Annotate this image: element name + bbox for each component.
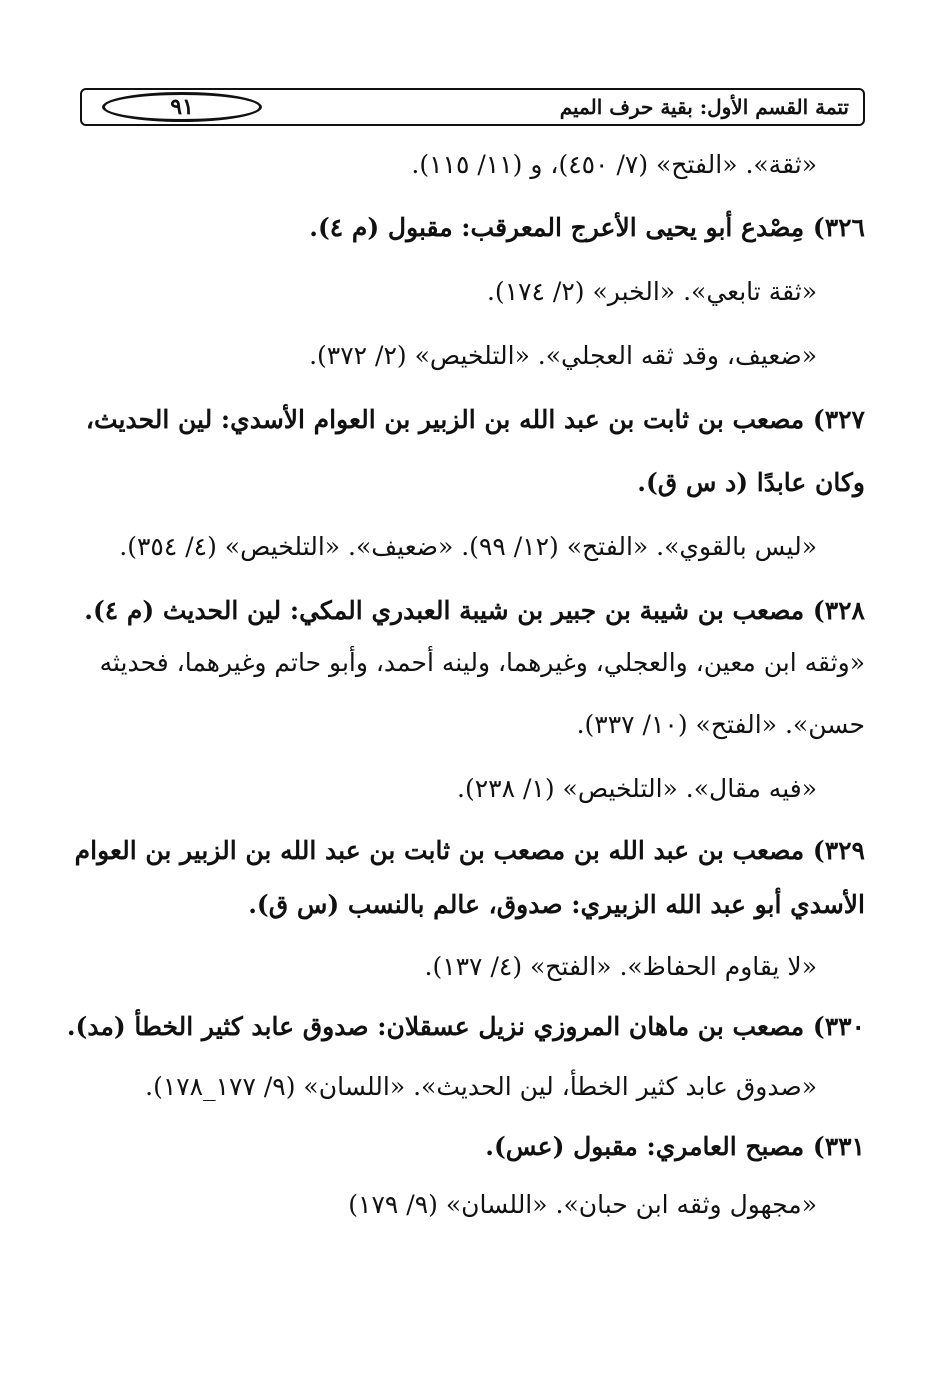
- text-line: «وثقه ابن معين، والعجلي، وغيرهما، ولينه أحمد، وأبو حاتم وغيرهما، فحديثه: [99, 648, 865, 677]
- entry-line: ٣٢٨) مصعب بن شيبة بن جبير بن شيبة العبدري المكي: لين الحديث (م ٤).: [84, 596, 865, 625]
- page-number: ٩١: [102, 92, 262, 122]
- text-line: حسن». «الفتح» (١٠/ ٣٣٧).: [576, 710, 865, 739]
- text-line: «لا يقاوم الحفاظ». «الفتح» (٤/ ١٣٧).: [424, 952, 817, 981]
- entry-line: ٣٢٦) مِصْدع أبو يحيى الأعرج المعرقب: مقبول (م ٤).: [309, 213, 865, 242]
- page-header: [80, 88, 865, 126]
- entry-line: ٣٣٠) مصعب بن ماهان المروزي نزيل عسقلان: صدوق عابد كثير الخطأ (مد).: [66, 1012, 865, 1041]
- text-line: «فيه مقال». «التلخيص» (١/ ٢٣٨).: [457, 774, 817, 803]
- entry-line: وكان عابدًا (د س ق).: [637, 468, 865, 497]
- running-head: تتمة القسم الأول: بقية حرف الميم: [559, 95, 849, 119]
- text-line: «صدوق عابد كثير الخطأ، لين الحديث». «اللسان» (٩/ ١٧٧_١٧٨).: [145, 1072, 817, 1101]
- entry-line: ٣٣١) مصبح العامري: مقبول (عس).: [485, 1132, 865, 1161]
- text-line: «ليس بالقوي». «الفتح» (١٢/ ٩٩). «ضعيف». «التلخيص» (٤/ ٣٥٤).: [119, 532, 817, 561]
- entry-line: ٣٢٧) مصعب بن ثابت بن عبد الله بن الزبير بن العوام الأسدي: لين الحديث،: [85, 405, 865, 434]
- text-line: «ثقة». «الفتح» (٧/ ٤٥٠)، و (١١/ ١١٥).: [411, 150, 817, 179]
- text-line: «ثقة تابعي». «الخبر» (٢/ ١٧٤).: [486, 277, 817, 306]
- text-line: «ضعيف، وقد ثقه العجلي». «التلخيص» (٢/ ٣٧٢).: [309, 341, 817, 370]
- entry-line: الأسدي أبو عبد الله الزبيري: صدوق، عالم بالنسب (س ق).: [248, 890, 865, 919]
- text-line: «مجهول وثقه ابن حبان». «اللسان» (٩/ ١٧٩): [348, 1190, 817, 1219]
- entry-line: ٣٢٩) مصعب بن عبد الله بن مصعب بن ثابت بن عبد الله بن الزبير بن العوام: [74, 836, 865, 865]
